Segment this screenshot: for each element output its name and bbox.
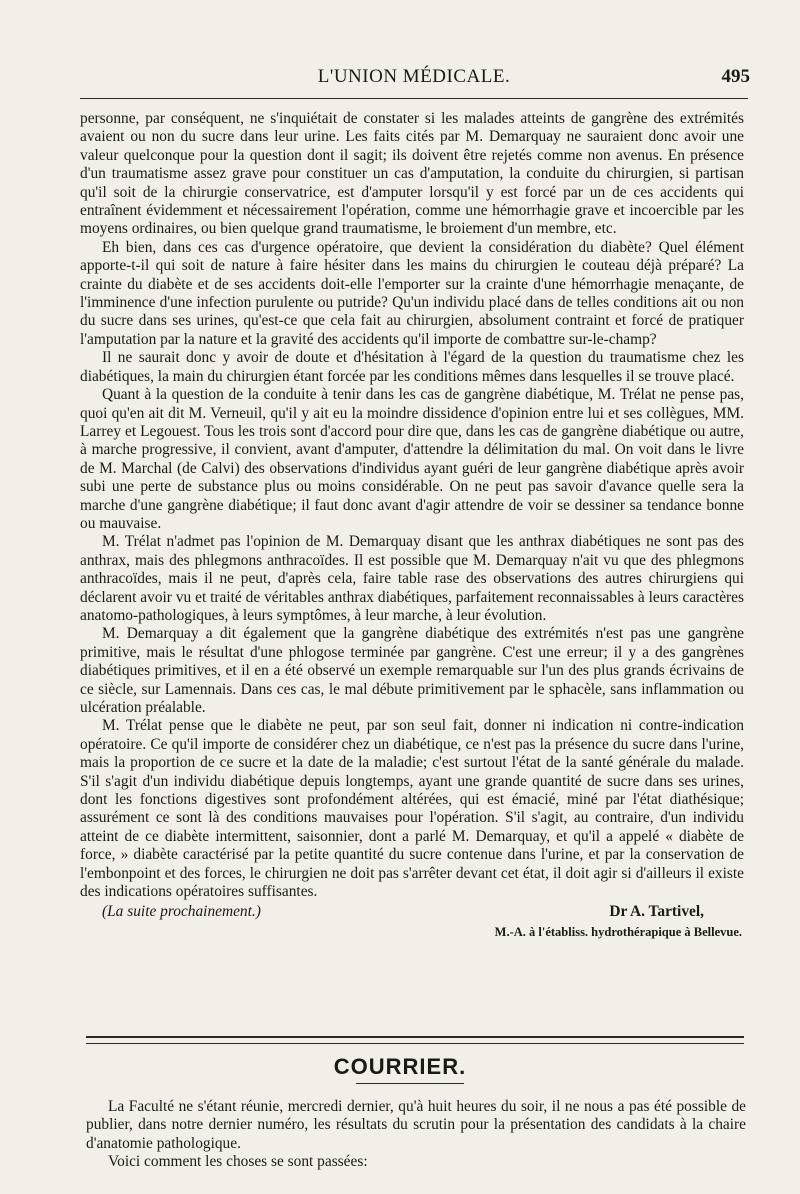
courrier-paragraph-1: La Faculté ne s'étant réunie, mercredi dernier, qu'à huit heures du soir, il ne nous a pas été possible de publier, dans notre dernier numéro, les résultats du scrutin pour la présentation des candidats à la chaire d'anatomie pathologique.: [86, 1098, 746, 1152]
courrier-body: [86, 1098, 746, 1172]
courrier-paragraph-2: Voici comment les choses se sont passées:: [108, 1153, 368, 1171]
article-body: [80, 110, 744, 942]
paragraph-1: personne, par conséquent, ne s'inquiétait de constater si les malades atteints de gangrène des extrémités avaient ou non du sucre dans leur urine. Les faits cités par M. Demarquay ne sauraient donc avoir une valeur quelconque pour la question dont il sagit; ils doivent être rejetés comme non avenus. En présence d'un traumatisme assez grave pour constituer un cas d'amputation, la conduite du chirurgien, si partisan qu'il soit de la chirurgie conservatrice, est d'amputer lorsqu'il y est forcé par un de ces accidents qui entraînent évidemment et nécessairement l'opération, comme une hémorrhagie grave et incoercible par les moyens ordinaires, ou bien quelque grand traumatisme, le broiement d'un membre, etc.: [80, 110, 744, 238]
paragraph-3: Il ne saurait donc y avoir de doute et d'hésitation à l'égard de la question du traumatisme chez les diabétiques, la main du chirurgien étant forcée par les conditions mêmes dans lesquelles il se trouve placé.: [80, 349, 744, 385]
paragraph-4: Quant à la question de la conduite à tenir dans les cas de gangrène diabétique, M. Trélat ne pense pas, quoi qu'en ait dit M. Verneuil, qu'il y ait eu la moindre dissidence d'opinion entre lui et ses collègues, MM. Larrey et Legouest. Tous les trois sont d'accord pour dire que, dans les cas de gangrène diabétique ou autre, à marche progressive, il convient, avant d'amputer, d'attendre la délimitation du mal. On voit dans le livre de M. Marchal (de Calvi) des observations d'individus ayant guéri de leur gangrène diabétique après avoir subi une perte de substance plus ou moins considérable. On ne peut pas savoir d'avance quelle sera la marche d'une gangrène diabétique; il faut donc avant d'agir attendre de voir se dessiner sa tendance bonne ou mauvaise.: [80, 386, 744, 532]
courrier-heading: COURRIER.: [333, 1054, 467, 1079]
continuation-note: (La suite prochainement.): [102, 903, 261, 921]
signature-row: [80, 903, 744, 923]
journal-title: L'UNION MÉDICALE.: [317, 66, 511, 87]
paragraph-5: M. Trélat n'admet pas l'opinion de M. Demarquay disant que les anthrax diabétiques ne sont pas des anthrax, mais des phlegmons anthracoïdes. Il est possible que M. Demarquay n'ait vu que des phlegmons anthracoïdes, mais il ne peut, d'après cela, faire table rase des observations des autres chirurgiens qui déclarent avoir vu et traité de véritables anthrax diabétiques, parfaitement reconnaissables à leurs caractères anatomo-pathologiques, à leurs symptômes, à leur marche, à leur évolution.: [80, 533, 744, 624]
paragraph-7: M. Trélat pense que le diabète ne peut, par son seul fait, donner ni indication ni contre-indication opératoire. Ce qu'il importe de considérer chez un diabétique, ce n'est pas la présence du sucre dans l'urine, mais la proportion de ce sucre et la date de la maladie; c'est surtout l'état de la santé générale du malade. S'il s'agit d'un individu diabétique depuis longtemps, ayant une grande quantité de sucre dans ses urines, dont les fonctions digestives sont profondément altérées, qui est émacié, miné par l'état diathésique; assurément ce sont là des conditions mauvaises pour l'opération. S'il s'agit, au contraire, d'un individu atteint de ce diabète intermittent, saisonnier, dont a parlé M. Demarquay, et qu'il a appelé « diabète de force, » diabète caractérisé par la petite quantité du sucre contenue dans l'urine, et par la conservation de l'embonpoint et des forces, le chirurgien ne doit pas s'arrêter devant cet état, il doit agir si d'ailleurs il existe des indications opératoires suffisantes.: [80, 717, 744, 901]
running-header: [78, 66, 750, 94]
page-number: 495: [721, 66, 750, 87]
header-rule: [80, 98, 748, 99]
paragraph-6: M. Demarquay a dit également que la gangrène diabétique des extrémités n'est pas une gangrène primitive, mais le résultat d'une phlogose terminée par gangrène. C'est une erreur; il y a des gangrènes diabétiques primitives, et il en a été observé un exemple remarquable sur l'un des plus grands écrivains de ce siècle, sur Lamennais. Dans ces cas, le mal débute primitivement par le sphacèle, sans inflammation ou ulcération préalable.: [80, 625, 744, 716]
section-divider: [86, 1036, 744, 1044]
author-affiliation: M.-A. à l'établiss. hydrothérapique à Bellevue.: [494, 925, 742, 940]
courrier-underline: [356, 1083, 464, 1084]
paragraph-2: Eh bien, dans ces cas d'urgence opératoire, que devient la considération du diabète? Quel élément apporte-t-il qui soit de nature à faire hésiter dans les mains du chirurgien le couteau déjà préparé? La crainte du diabète et de ses accidents doit-elle l'emporter sur la crainte d'une hémorrhagie menaçante, de l'imminence d'une infection purulente ou putride? Qu'un individu placé dans de telles conditions ait ou non du sucre dans ses urines, qu'est-ce que cela fait au chirurgien, absolument contraint et forcé de pratiquer l'amputation par la nature et la gravité des accidents qu'il importe de combattre sur-le-champ?: [80, 238, 744, 348]
author-name: Dr A. Tartivel,: [609, 903, 704, 921]
